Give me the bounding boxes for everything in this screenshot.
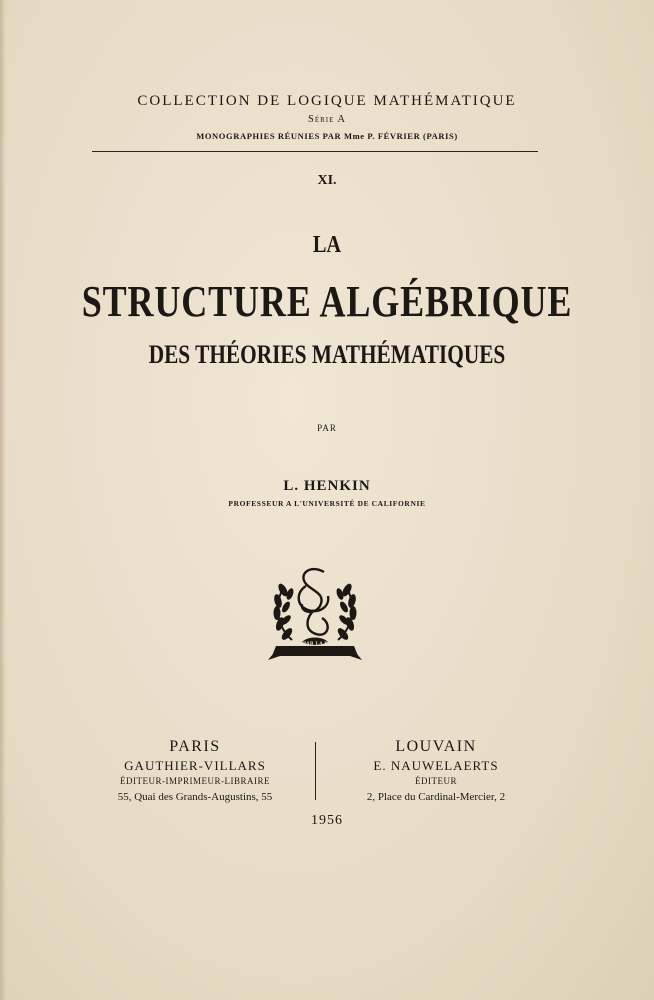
book-title: STRUCTURE ALGÉBRIQUE <box>81 277 573 326</box>
title-article: LA <box>312 232 342 258</box>
publisher-address: 2, Place du Cardinal-Mercier, 2 <box>366 791 506 803</box>
publisher-louvain <box>338 738 534 803</box>
publisher-address: 55, Quai des Grands-Augustins, 55 <box>117 791 273 803</box>
publisher-divider <box>315 742 316 800</box>
emblem-motto: TOUT PAR LA PENSEE <box>286 642 346 647</box>
by-label: PAR <box>317 423 337 433</box>
publisher-city: LOUVAIN <box>395 738 477 755</box>
series-subtitle: Série A <box>307 114 347 125</box>
publisher-city: PARIS <box>169 738 221 755</box>
publisher-emblem-icon <box>262 560 368 672</box>
publisher-role: ÉDITEUR <box>415 776 457 786</box>
series-title: COLLECTION DE LOGIQUE MATHÉMATIQUE <box>137 93 517 109</box>
volume-number: XI. <box>317 173 337 188</box>
header-rule <box>92 151 538 152</box>
author-affiliation: PROFESSEUR A L'UNIVERSITÉ DE CALIFORNIE <box>228 499 426 508</box>
publisher-name: GAUTHIER-VILLARS <box>124 758 266 773</box>
series-editor: MONOGRAPHIES RÉUNIES PAR Mme P. FÉVRIER (PARIS) <box>196 131 458 141</box>
publisher-name: E. NAUWELAERTS <box>373 758 499 773</box>
publication-year: 1956 <box>311 813 343 828</box>
author-name: L. HENKIN <box>283 478 371 494</box>
publisher-paris <box>90 738 300 803</box>
publisher-role: ÉDITEUR-IMPRIMEUR-LIBRAIRE <box>120 776 270 786</box>
book-subtitle: DES THÉORIES MATHÉMATIQUES <box>148 340 506 369</box>
